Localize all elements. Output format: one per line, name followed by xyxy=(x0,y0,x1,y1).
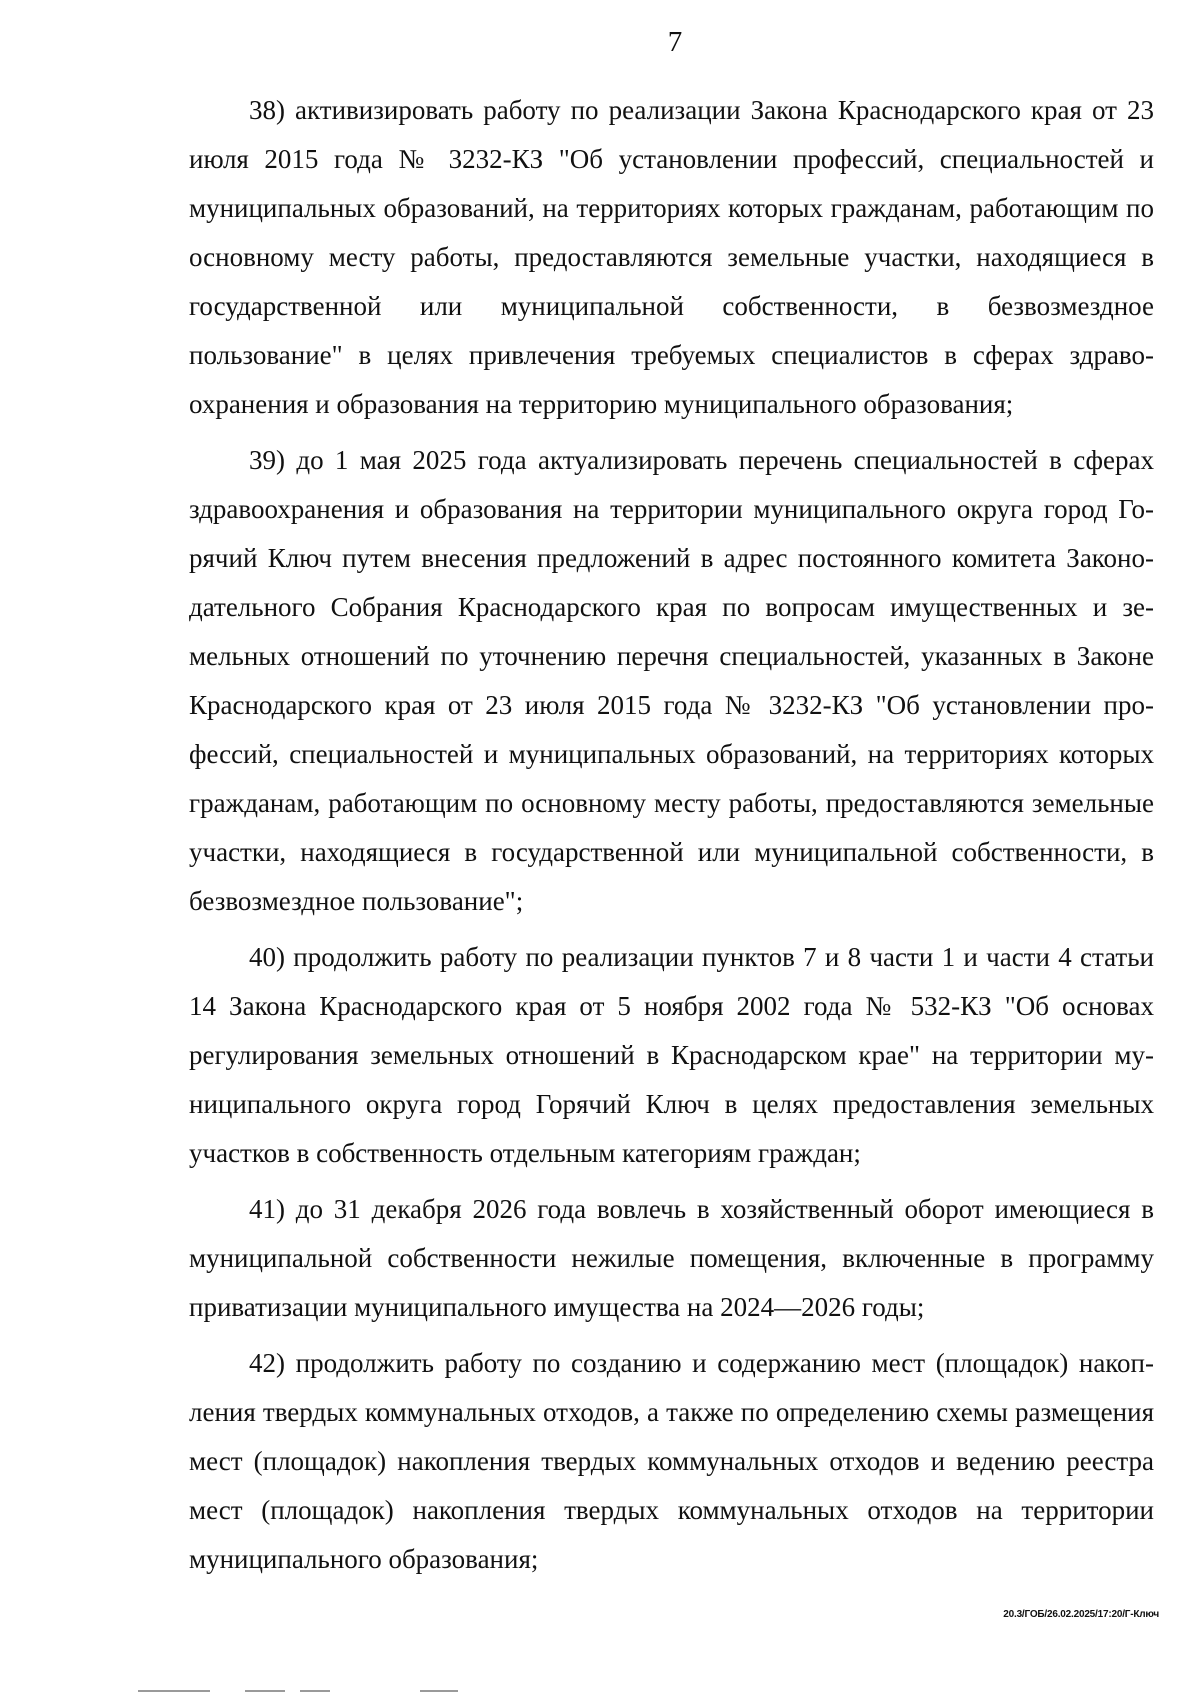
document-registration-code: 20.3/ГОБ/26.02.2025/17:20/Г-Ключ xyxy=(1003,1609,1159,1620)
scan-artifact-line xyxy=(420,1690,458,1692)
paragraph-39: 39) до 1 мая 2025 года актуализировать перечень специальностей в сферах здравоохранения и образования на территории муниципального округа город Горячий Ключ путем внесения предложений в адрес постоянного комитета Законодательного Собрания Краснодарского края по вопросам имущественных и земельных отношений по уточнению перечня специальностей, указанных в Законе Краснодарского края от 23 июля 2015 года № 3232-КЗ "Об установлении профессий, специальностей и муниципальных образований, на территориях которых гражданам, работающим по основному месту работы, предоставляются земельные участки, находящиеся в государственной или муниципальной собственности, в безвозмездное пользование"; xyxy=(189,445,1154,916)
scan-artifact-line xyxy=(300,1690,330,1692)
paragraph-42: 42) продолжить работу по созданию и содержанию мест (площадок) накопления твердых коммунальных отходов, а также по определению схемы размещения мест (площадок) накопления твердых коммунальных отходов и ведению реестра мест (площадок) накопления твердых коммунальных отходов на территории муниципального образования; xyxy=(189,1348,1154,1574)
paragraph-38: 38) активизировать работу по реализации Закона Краснодарского края от 23 июля 2015 года № 3232-КЗ "Об установлении профессий, специальностей и муниципальных образований, на территориях которых гражданам, работающим по основному месту работы, предоставляются земельные участки, находящиеся в государственной или муниципальной собственности, в безвозмездное пользование" в целях привлечения требуемых специалистов в сферах здравоохранения и образования на территорию муниципального образования; xyxy=(189,95,1154,419)
page-number: 7 xyxy=(667,26,683,58)
paragraph-41: 41) до 31 декабря 2026 года вовлечь в хозяйственный оборот имеющиеся в муниципальной собственности нежилые помещения, включенные в программу приватизации муниципального имущества на 2024—2026 годы; xyxy=(189,1194,1154,1322)
document-body xyxy=(189,86,1154,1584)
scan-artifact-line xyxy=(138,1690,210,1692)
paragraph-40: 40) продолжить работу по реализации пунктов 7 и 8 части 1 и части 4 статьи 14 Закона Краснодарского края от 5 ноября 2002 года № 532-КЗ "Об основах регулирования земельных отношений в Краснодарском крае" на территории муниципального округа город Горячий Ключ в целях предоставления земельных участков в собственность отдельным категориям граждан; xyxy=(189,942,1154,1168)
scan-artifact-line xyxy=(245,1690,285,1692)
